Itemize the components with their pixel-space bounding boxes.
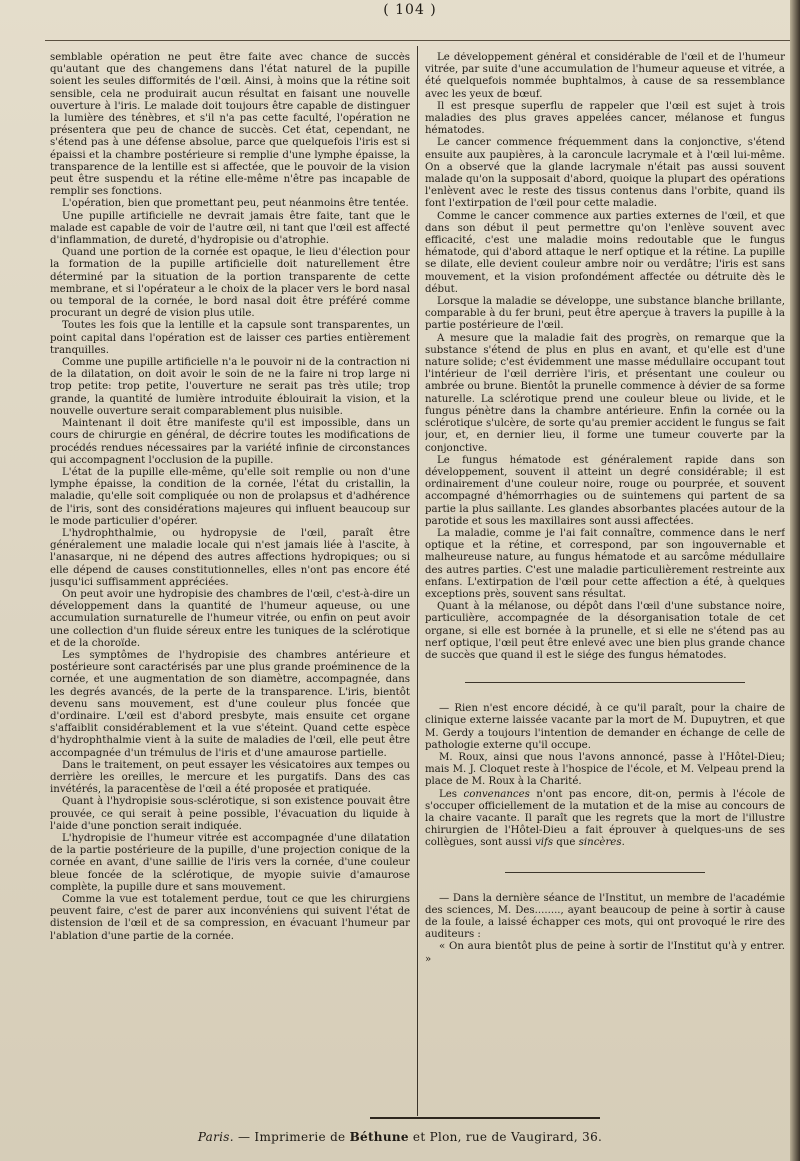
imprint-footer <box>0 1130 800 1144</box>
right-paragraph: Il est presque superflu de rappeler que l'œil est sujet à trois maladies des plus graves appelées cancer, mélanose et fungus hématodes. <box>425 100 785 137</box>
section-separator <box>465 682 745 683</box>
italic-word: vifs <box>535 837 554 849</box>
right-paragraph: Quant à la mélanose, ou dépôt dans l'œil d'une substance noire, particulière, accompagnée de la désorganisation totale de cet organe, si elle est bornée à la prunelle, et si elle ne s'étend pas au nerf optique, l'œil peut être enlevé avec une bien plus grande chance de succès que quand il est le siége des fungus hématodes. <box>425 601 785 661</box>
column-divider <box>417 46 418 1116</box>
italic-word: sincères <box>578 837 622 849</box>
left-paragraph: semblable opération ne peut être faite avec chance de succès qu'autant que des changemens dans l'état naturel de la pupille soient les seules difformités de l'œil. Ainsi, à moins que la rétine soit sensible, cela ne produirait aucun résultat en faisant une nouvelle ouverture à l'iris. Le malade doit toujours être capable de distinguer la lumière des ténèbres, et s'il n'a pas cette faculté, l'opération ne présentera que peu de chance de succès. Cet état, cependant, ne s'étend pas à une défense absolue, parce que quelquefois l'iris est si épaissi et la chambre postérieure si remplie d'une lymphe épaisse, la transparence de la lentille est si affectée, que le pouvoir de la vision peut être suspendu et la rétine elle-même n'être pas incapable de remplir ses fonctions. <box>50 52 410 198</box>
news-paragraph: M. Roux, ainsi que nous l'avons annoncé, passe à l'Hôtel-Dieu; mais M. J. Cloquet reste à l'hospice de l'école, et M. Velpeau prend la place de M. Roux à la Charité. <box>425 751 785 788</box>
italic-word: convenances <box>463 788 530 800</box>
right-paragraph: Comme le cancer commence aux parties externes de l'œil, et que dans son début il peut permettre qu'on l'enlève souvent avec efficacité, c'est une maladie moins redoutable que le fungus hématode, qui d'abord attaque le nerf optique et la rétine. La pupille se dilate, elle devient couleur ambre noir ou verdâtre; l'iris est sans mouvement, et la vision profondément affectée ou détruite dès le début. <box>425 210 785 295</box>
footer-text: et Plon, rue de Vaugirard, 36. <box>408 1130 603 1144</box>
right-paragraph: Le fungus hématode est généralement rapide dans son développement, souvent il atteint un degré considérable; il est ordinairement d'une couleur noire, rouge ou pourprée, et souvent accompagné d'hémorrhagies ou de suintemens qui partent de sa partie la plus saillante. Les glandes absorbantes placées autour de la parotide et sous les maxillaires sont aussi affectées. <box>425 454 785 527</box>
footer-rule <box>370 1117 600 1119</box>
left-paragraph: L'état de la pupille elle-même, qu'elle soit remplie ou non d'une lymphe épaisse, la condition de la cornée, l'état du cristallin, la maladie, qu'elle soit compliquée ou non de prolapsus et d'adhérence de l'iris, sont des considérations majeures qui influent beaucoup sur le mode particulier d'opérer. <box>50 466 410 527</box>
text-run: Les <box>439 788 464 800</box>
text-run: n'ont pas encore, dit-on, permis à l'école de s'occuper officiellement de la mutation et de la mise au concours de la chaire vacante. Il paraît que les regrets que la mort de l'illustre chirurgien de l'Hôtel-Dieu a fait éprouver à quelques-uns de ses collègues, sont aussi <box>425 788 785 849</box>
left-paragraph: Comme la vue est totalement perdue, tout ce que les chirurgiens peuvent faire, c'est de parer aux inconvéniens qui suivent l'état de distension de l'œil et de sa compression, en évacuant l'humeur par l'ablation d'une partie de la cornée. <box>50 894 410 942</box>
left-paragraph: Dans le traitement, on peut essayer les vésicatoires aux tempes ou derrière les oreilles, le mercure et les purgatifs. Dans des cas invétérés, la paracentèse de l'œil a été proposée et pratiquée. <box>50 759 410 796</box>
left-paragraph: Maintenant il doit être manifeste qu'il est impossible, dans un cours de chirurgie en général, de décrire toutes les modifications de procédés rendues nécessaires par la variété infinie de circonstances qui accompagnent l'occlusion de la pupille. <box>50 418 410 466</box>
right-paragraph: A mesure que la maladie fait des progrès, on remarque que la substance s'étend de plus en plus en avant, et qu'elle est d'une nature solide; c'est évidemment une masse médullaire occupant tout l'intérieur de l'œil derrière l'iris, et présentant une couleur ou ambrée ou brune. Bientôt la prunelle commence à dévier de sa forme naturelle. La sclérotique prend une couleur bleue ou livide, et le fungus pénètre dans la chambre antérieure. Enfin la cornée ou la sclérotique s'ulcère, de sorte qu'au premier accident le fungus se fait jour, et, en dernier lieu, il forme une tumeur couverte par la conjonctive. <box>425 332 785 454</box>
right-paragraph: Le cancer commence fréquemment dans la conjonctive, s'étend ensuite aux paupières, à la caroncule lacrymale et à l'œil lui-même. On a observé que la glande lacrymale n'était pas aussi souvent malade qu'on la supposait d'abord, quoique la plupart des opérations l'enlèvent avec le reste des tissus contenus dans l'orbite, quand ils font l'extirpation de l'œil pour cette maladie. <box>425 137 785 210</box>
right-column <box>425 52 785 1126</box>
news-item-chaire <box>425 703 785 849</box>
news-item-institut <box>425 893 785 966</box>
news-paragraph: — Dans la dernière séance de l'Institut, un membre de l'académie des sciences, M. Des........, ayant beaucoup de peine à sortir à cause de la foule, a laissé échapper ces mots, qui ont provoqué le rire des auditeurs : <box>425 892 785 941</box>
right-paragraph: Le développement général et considérable de l'œil et de l'humeur vitrée, par suite d'une accumulation de l'humeur aqueuse et vitrée, a été quelquefois nommée buphtalmos, à cause de sa ressemblance avec les yeux de bœuf. <box>425 52 785 100</box>
left-paragraph: L'hydrophthalmie, ou hydropysie de l'œil, paraît être généralement une maladie locale qui n'est jamais liée à l'ascite, à l'anasarque, ni ne dépend des autres affections hydropiques; ou si elle dépend de causes constitutionnelles, elles n'ont pas encore été jusqu'ici suffisamment appréciées. <box>50 527 410 588</box>
news-paragraph-convenances <box>425 789 785 850</box>
section-separator <box>505 872 705 873</box>
left-paragraph: Quand une portion de la cornée est opaque, le lieu d'élection pour la formation de la pupille artificielle doit naturellement être déterminé par la situation de la portion transparente de cette membrane, et si l'opérateur a le choix de la placer vers le bord nasal ou temporal de la cornée, le bord nasal doit être préféré comme procurant un degré de vision plus utile. <box>50 247 410 320</box>
right-paragraph: Lorsque la maladie se développe, une substance blanche brillante, comparable à du fer bruni, peut être aperçue à travers la pupille à la partie postérieure de l'œil. <box>425 296 785 332</box>
page-number: ( 104 ) <box>383 2 437 18</box>
page-binding-edge <box>790 0 800 1161</box>
left-paragraph: On peut avoir une hydropisie des chambres de l'œil, c'est-à-dire un développement dans la quantité de l'humeur aqueuse, ou une accumulation surnaturelle de l'humeur vitrée, ou enfin on peut avoir une collection d'un fluide séreux entre les tuniques de la sclérotique et de la choroïde. <box>50 588 410 649</box>
left-paragraph: Quant à l'hydropisie sous-sclérotique, si son existence pouvait être prouvée, ce qui serait à peine possible, l'évacuation du liquide à l'aide d'une ponction serait indiquée. <box>50 796 410 832</box>
header-rule <box>45 40 790 41</box>
news-paragraph: — Rien n'est encore décidé, à ce qu'il paraît, pour la chaire de clinique externe laissée vacante par la mort de M. Dupuytren, et que M. Gerdy a toujours l'intention de demander en échange de celle de pathologie externe qu'il occupe. <box>425 703 785 751</box>
left-paragraph: L'opération, bien que promettant peu, peut néanmoins être tentée. <box>62 198 409 210</box>
footer-printer: Béthune <box>349 1130 409 1144</box>
left-paragraph: L'hydropisie de l'humeur vitrée est accompagnée d'une dilatation de la partie postérieure de la pupille, d'une projection conique de la cornée en avant, d'une saillie de l'iris vers la cornée, d'une couleur bleue foncée de la sclérotique, de myopie suivie d'amaurose complète, la pupille dure et sans mouvement. <box>50 833 410 893</box>
news-quote: « On aura bientôt plus de peine à sortir de l'Institut qu'à y entrer. » <box>425 941 785 965</box>
right-paragraph: La maladie, comme je l'ai fait connaître, commence dans le nerf optique et la rétine, et correspond, par son ingouvernable et malheureuse nature, au fungus hématode et au sarcôme médullaire des autres parties. C'est une maladie particulièrement restreinte aux enfans. L'extirpation de l'œil pour cette affection a été, à quelques exceptions près, souvent sans résultat. <box>425 527 785 600</box>
text-run: que <box>553 837 579 849</box>
footer-text: — Imprimerie de <box>233 1130 350 1144</box>
left-paragraph: Toutes les fois que la lentille et la capsule sont transparentes, un point capital dans l'opération est de laisser ces parties entièrement tranquilles. <box>50 320 410 356</box>
left-column <box>50 52 410 1126</box>
left-paragraph: Les symptômes de l'hydropisie des chambres antérieure et postérieure sont caractérisés par une plus grande proéminence de la cornée, et une augmentation de son diamètre, accompagnée, dans les degrés avancés, de la perte de la transparence. L'iris, bientôt devenu sans mouvement, est d'une couleur plus foncée que d'ordinaire. L'œil est d'abord presbyte, mais ensuite cet organe s'affaiblit considérablement et la vue s'éteint. Quand cette espèce d'hydrophthalmie vient à la suite de maladies de l'œil, elle peut être accompagnée d'un trémulus de l'iris et d'une amaurose partielle. <box>50 649 410 759</box>
left-paragraph: Comme une pupille artificielle n'a le pouvoir ni de la contraction ni de la dilatation, on doit avoir le soin de ne la faire ni trop large ni trop petite: trop petite, l'ouverture ne serait pas très utile; trop grande, la quantité de lumière introduite éblouirait la vision, et la nouvelle ouverture serait comparablement plus nuisible. <box>50 357 410 417</box>
footer-city: Paris. <box>197 1130 234 1144</box>
text-run: . <box>621 837 625 849</box>
left-paragraph: Une pupille artificielle ne devrait jamais être faite, tant que le malade est capable de voir de l'autre œil, ni tant que l'œil est affecté d'inflammation, de dureté, d'hydropisie ou d'atrophie. <box>50 210 410 247</box>
